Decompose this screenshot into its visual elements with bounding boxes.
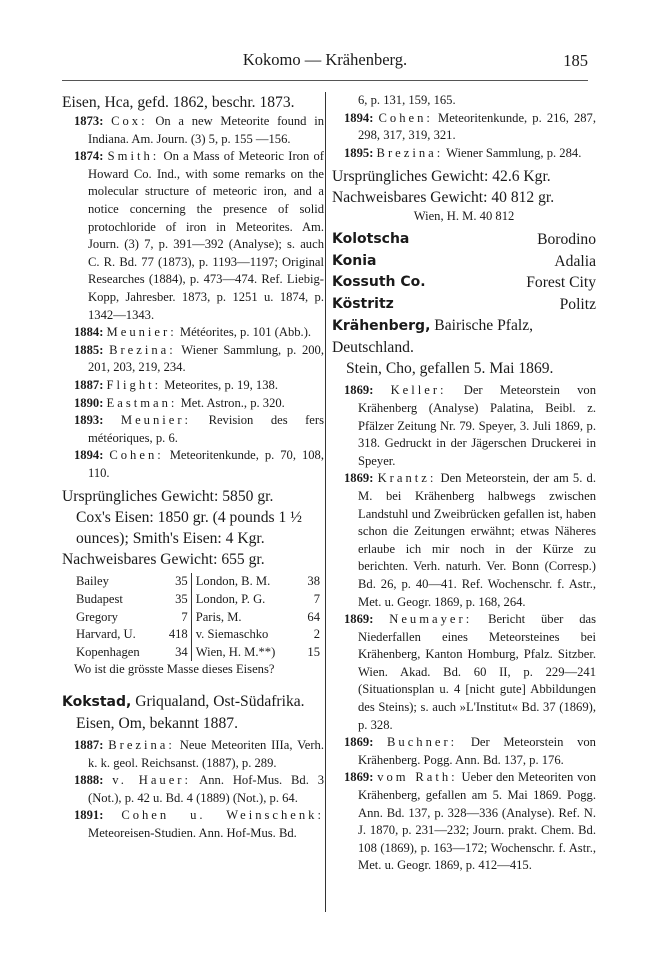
ref-author: Cohen: — [378, 110, 433, 125]
collection-weight: 2 — [313, 627, 320, 642]
ref-text: Bericht über das Niederfallen eines Meteorsteines bei Krähenberg, Kanton Homburg, Pfalz. Sitzber. Wien. Akad. Bd. 60 II, p. 229—241 (Situationsplan u. 4 [nicht gute] Abbildungen des Steins); s. auch »L'Institut« Bd. 37 (1869), p. 328. — [358, 612, 596, 732]
reference-entry — [344, 145, 596, 163]
reference-entry — [344, 110, 596, 145]
cross-ref-target: Adalia — [554, 252, 596, 270]
collection-weight: 418 — [160, 626, 191, 644]
ref-author: Cohen: — [109, 448, 164, 463]
collection-weight: 64 — [307, 609, 320, 624]
ref-text: Der Meteorstein von Krähenberg (Analyse) Palatina, Beibl. z. Pfälzer Zeitung Nr. 79. Speyer, 3. Juli 1869, p. 318. Gedruckt in der Jägerschen Druckerei in Speyer. — [358, 383, 597, 468]
entry-location: Griqualand, Ost-Südafrika. — [135, 693, 305, 711]
ref-author: Keller: — [390, 383, 447, 398]
reference-entry — [74, 377, 324, 395]
ref-text: Neue Meteoriten IIIa, Verh. k. k. geol. Reichsanst. (1887), p. 289. — [88, 738, 325, 770]
reference-entry — [74, 113, 324, 148]
ref-text: Meteorites, p. 19, 138. — [164, 377, 278, 392]
cross-ref-name: Kolotscha — [332, 231, 410, 248]
collection-weight: 38 — [307, 574, 320, 589]
collection-name: Wien, H. M.**) — [195, 644, 276, 659]
reference-entry — [74, 324, 324, 342]
kokstad-references — [62, 737, 324, 843]
collections-table — [74, 573, 322, 661]
ref-author: Eastman: — [106, 395, 178, 410]
kokstad-info: Eisen, Om, bekannt 1887. — [76, 715, 238, 733]
ref-text: Meteoritenkunde, p. 70, 108, 110. — [88, 448, 324, 480]
cross-ref-row — [332, 294, 596, 316]
traceable-weight: Nachweisbares Gewicht: 40 812 gr. — [332, 189, 555, 207]
running-header — [62, 50, 588, 78]
ref-author: Buchner: — [387, 735, 458, 750]
collection-line: Wien, H. M. 40 812 — [413, 209, 515, 224]
ref-author: v. Hauer: — [112, 773, 191, 788]
entry-name: Kokstad, — [62, 694, 132, 711]
ref-year: 1887: — [74, 377, 104, 392]
ref-year: 1885: — [74, 342, 104, 357]
cross-ref-row — [332, 272, 596, 294]
kraehenberg-references — [332, 382, 596, 875]
original-weight: Ursprüngliches Gewicht: 42.6 Kgr. — [332, 168, 551, 186]
cross-ref-name: Kossuth Co. — [332, 274, 426, 291]
reference-entry — [344, 734, 596, 769]
ref-author: Brezina: — [109, 342, 176, 357]
cox-smith-weights: Cox's Eisen: 1850 gr. (4 pounds 1 ½ ounces); Smith's Eisen: 4 Kgr. — [76, 509, 302, 548]
reference-entry — [74, 807, 324, 842]
ref-text: On a new Meteorite found in Indiana. Am. Journ. (3) 5, p. 155 —156. — [88, 114, 324, 146]
ref-year: 1888: — [74, 773, 104, 788]
ref-year: 1891: — [74, 808, 104, 823]
running-title: Kokomo — Krähenberg. — [242, 50, 408, 69]
ref-author: Meunier: — [106, 325, 177, 340]
collection-name: Paris, M. — [195, 609, 242, 624]
table-row — [74, 644, 322, 662]
ref-year: 1869: — [344, 471, 374, 486]
right-column — [332, 92, 596, 875]
reference-entry — [344, 382, 596, 470]
reference-entry — [74, 737, 324, 772]
ref-year: 1894: — [344, 110, 374, 125]
ref-year: 1869: — [344, 383, 374, 398]
ref-year: 1893: — [74, 413, 104, 428]
ref-author: Meunier: — [120, 413, 192, 428]
ref-text: Der Meteorstein von Krähenberg. Pogg. Ann. Bd. 137, p. 176. — [358, 735, 596, 767]
cross-ref-row — [332, 229, 596, 251]
cross-ref-name: Köstritz — [332, 295, 394, 312]
kokstad-heading — [62, 691, 324, 713]
reference-entry — [74, 148, 324, 324]
ref-text: On a Mass of Meteoric Iron of Howard Co. Ind., with some remarks on the molecular structure of meteoric iron, and a notice concerning the presence of solid protochloride of iron in Meteorites. Am. Journ. (3) 7, p. 391—392 (Analyse); s. auch C. R. Bd. 77 (1873), p. 1193—1197; Original Researches (1884), p. 473—474. Ref. Liebig-Kopp, Jahresber. 1873, p. 1251 u. 1874, p. 1342—1343. — [88, 149, 324, 322]
collection-weight: 34 — [160, 644, 191, 662]
ref-year: 1869: — [344, 612, 374, 627]
cross-ref-name: Konia — [332, 252, 377, 269]
ref-text: Met. Astron., p. 320. — [180, 395, 285, 410]
ref-year: 1895: — [344, 145, 374, 160]
reference-entry — [74, 447, 324, 482]
entry-name: Krähenberg, — [332, 318, 431, 335]
ref-year: 1890: — [74, 395, 104, 410]
ref-year: 1884: — [74, 325, 104, 340]
ref-year: 1887: — [74, 738, 104, 753]
reference-entry — [344, 769, 596, 875]
entry-location: Bairische Pfalz, Deutschland. — [332, 317, 534, 357]
ref-author: Neumayer: — [389, 612, 473, 627]
collection-name: Budapest — [76, 592, 123, 607]
cross-references — [332, 229, 596, 315]
ref-author: Smith: — [107, 149, 160, 164]
kokomo-references — [62, 113, 324, 482]
table-row — [74, 573, 322, 591]
column-divider — [325, 92, 326, 912]
table-row — [74, 626, 322, 644]
ref-author: Cox: — [111, 114, 148, 128]
collection-weight: 7 — [160, 609, 191, 627]
collection-weight: 35 — [160, 573, 191, 591]
ref-text: Wiener Sammlung, p. 200, 201, 203, 219, 234. — [88, 342, 324, 375]
page-number: 185 — [563, 51, 588, 70]
ref-year: 1869: — [344, 770, 374, 785]
collection-name: Gregory — [76, 609, 118, 624]
cross-ref-row — [332, 251, 596, 273]
ref-text: Météorites, p. 101 (Abb.). — [179, 325, 312, 340]
ref-year: 1873: — [74, 114, 104, 128]
collection-name: London, P. G. — [195, 592, 266, 607]
ref-text: Revision des fers météoriques, p. 6. — [88, 413, 324, 445]
ref-year: 1874: — [74, 149, 104, 164]
table-row — [74, 609, 322, 627]
ref-author: Flight: — [106, 377, 162, 392]
kraehenberg-heading — [332, 315, 596, 358]
ref-author: Cohen u. Weinschenk: — [121, 808, 324, 823]
collection-weight: 15 — [307, 644, 320, 659]
cross-ref-target: Borodino — [537, 231, 596, 249]
reference-entry — [344, 611, 596, 734]
ref-text: Meteoreisen-Studien. Ann. Hof-Mus. Bd. — [88, 826, 297, 840]
table-row — [74, 591, 322, 609]
ref-author: vom Rath: — [377, 770, 458, 785]
ref-author: Krantz: — [377, 471, 437, 486]
collection-weight: 7 — [313, 592, 320, 607]
cross-ref-target: Forest City — [526, 274, 596, 292]
collection-name: London, B. M. — [195, 574, 271, 589]
collection-weight: 35 — [160, 591, 191, 609]
ref-text: Ueber den Meteoriten von Krähenberg, gefallen am 5. Mai 1869. Pogg. Ann. Bd. 137, p. 328—336 (Analyse). Ref. N. J. 1870, p. 231—232; Journ. prakt. Chem. Bd. 108 (1869), p. 163—172; Wochenschr. f. Astr., Met. u. Geogr. 1869, p. 412—415. — [358, 770, 596, 873]
reference-entry — [74, 342, 324, 377]
question-note: Wo ist die grösste Masse dieses Eisens? — [74, 662, 275, 677]
collection-name: Bailey — [76, 574, 109, 589]
ref-text: Ann. Hof-Mus. Bd. 3 (Not.), p. 42 u. Bd. 4 (1889) (Not.), p. 64. — [88, 773, 324, 805]
ref-text: Den Meteorstein, der am 5. d. M. bei Krähenberg halbwegs zwischen Landstuhl und Zweibrücken gefallen ist, haben schon die Zeitungen erwähnt; etwas Näheres erlaube ich mir noch in der Kürze zu berichten. Verh. naturh. Ver. Bonn (Corresp.) Bd. 26, p. 40—41. Ref. Wochenschr. f. Astr., Met. u. Geogr. 1869, p. 168, 264. — [358, 471, 596, 609]
ref-year: 1894: — [74, 448, 104, 463]
cross-ref-target: Politz — [559, 295, 596, 313]
left-column — [62, 92, 324, 843]
ref-year: 1869: — [344, 735, 374, 750]
reference-entry — [74, 412, 324, 447]
kokomo-intro: Eisen, Hca, gefd. 1862, beschr. 1873. — [62, 94, 295, 111]
ref-author: Brezina: — [376, 145, 444, 160]
collection-name: Harvard, U. — [76, 627, 136, 642]
original-weight: Ursprüngliches Gewicht: 5850 gr. — [62, 488, 274, 506]
reference-entry — [74, 772, 324, 807]
collection-name: Kopenhagen — [76, 644, 140, 659]
reference-entry — [74, 395, 324, 413]
ref-text: Meteoritenkunde, p. 216, 287, 298, 317, 319, 321. — [358, 110, 596, 143]
reference-entry — [344, 470, 596, 611]
kokstad-continuation: 6, p. 131, 159, 165. — [358, 93, 456, 107]
traceable-weight: Nachweisbares Gewicht: 655 gr. — [62, 551, 265, 569]
ref-text: Wiener Sammlung, p. 284. — [446, 145, 582, 160]
collection-name: v. Siemaschko — [195, 627, 269, 642]
ref-author: Brezina: — [108, 738, 175, 753]
header-rule — [62, 80, 588, 81]
kraehenberg-info: Stein, Cho, gefallen 5. Mai 1869. — [346, 360, 554, 378]
